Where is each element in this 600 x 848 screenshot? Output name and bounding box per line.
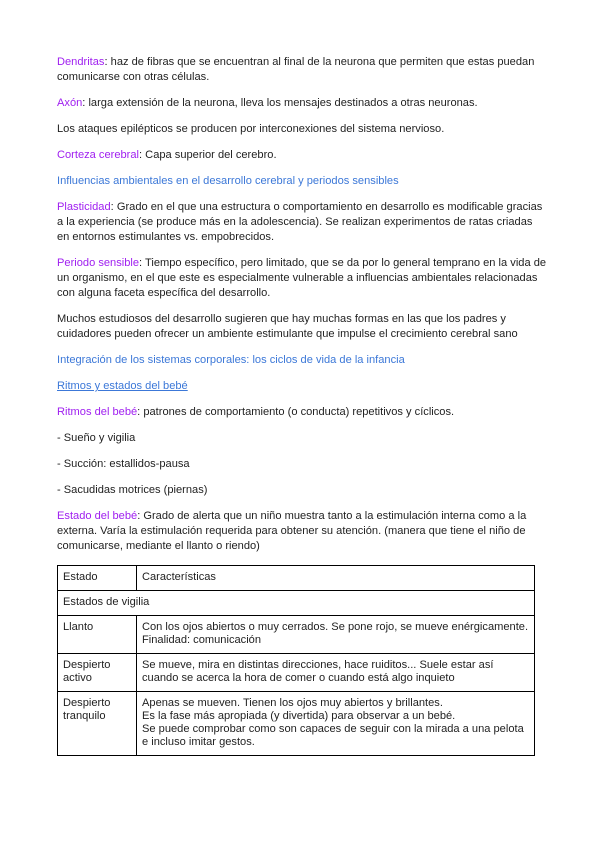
table-cell-characteristics <box>137 654 535 692</box>
term-plasticidad: Plasticidad <box>57 201 111 213</box>
definition-ritmos: : patrones de comportamiento (o conducta) repetitivos y cíclicos. <box>137 406 455 418</box>
link-ritmos-paragraph <box>57 379 547 394</box>
term-periodo: Periodo sensible <box>57 257 140 269</box>
definition-axon: : larga extensión de la neurona, lleva los mensajes destinados a otras neuronas. <box>82 97 478 109</box>
term-dendritas: Dendritas <box>57 56 105 68</box>
cell-line: Apenas se mueven. Tienen los ojos muy abiertos y brillantes. <box>142 697 443 709</box>
paragraph-axon <box>57 96 547 111</box>
term-axon: Axón <box>57 97 83 109</box>
cell-line: Se mueve, mira en distintas direcciones, hace ruiditos... Suele estar así cuando se acerca la hora de comer o cuando está algo inquieto <box>142 659 494 684</box>
term-ritmos: Ritmos del bebé <box>57 406 138 418</box>
definition-plasticidad: : Grado en el que una estructura o comportamiento en desarrollo es modificable gracias a la experiencia (se produce más en la adolescencia). Se realizan experimentos de ratas criadas en entornos estimulantes vs. empobrecidos. <box>57 201 543 243</box>
cell-line: Con los ojos abiertos o muy cerrados. Se pone rojo, se mueve enérgicamente. <box>142 621 529 633</box>
definition-dendritas: : haz de fibras que se encuentran al final de la neurona que permiten que estas puedan comunicarse con otras células. <box>57 56 535 83</box>
paragraph-estudiosos: Muchos estudiosos del desarrollo sugieren que hay muchas formas en las que los padres y cuidadores pueden ofrecer un ambiente estimulante que impulse el crecimiento cerebral sano <box>57 313 518 340</box>
paragraph-dendritas <box>57 55 547 85</box>
table-cell-state: Despierto activo <box>58 654 137 692</box>
table-header-row <box>58 566 535 591</box>
definition-corteza: : Capa superior del cerebro. <box>139 149 277 161</box>
table-header-cell: Estado <box>58 566 137 591</box>
table-cell-characteristics <box>137 692 535 756</box>
paragraph-plasticidad <box>57 200 547 245</box>
table-section-row <box>58 591 535 616</box>
table-row <box>58 654 535 692</box>
cell-line: Es la fase más apropiada (y divertida) para observar a un bebé. <box>142 710 456 722</box>
paragraph-ataques: Los ataques epilépticos se producen por interconexiones del sistema nervioso. <box>57 123 445 135</box>
heading-integracion: Integración de los sistemas corporales: los ciclos de vida de la infancia <box>57 354 405 366</box>
table-cell-state: Despierto tranquilo <box>58 692 137 756</box>
paragraph-ritmos <box>57 405 547 420</box>
table-header-cell: Características <box>137 566 535 591</box>
bullet-item: - Succión: estallidos-pausa <box>57 458 190 470</box>
definition-estado: : Grado de alerta que un niño muestra tanto a la estimulación interna como a la externa. Varía la estimulación requerida para obtener su atención. (manera que tiene el niño de comunicarse, mediante el llanto o riendo) <box>57 510 527 552</box>
bullet-item: - Sacudidas motrices (piernas) <box>57 484 208 496</box>
table-section-label: Estados de vigilia <box>58 591 535 616</box>
term-estado: Estado del bebé <box>57 510 138 522</box>
cell-line: Finalidad: comunicación <box>142 634 262 646</box>
table-row <box>58 616 535 654</box>
definition-periodo: : Tiempo específico, pero limitado, que se da por lo general temprano en la vida de un organismo, en el que este es especialmente vulnerable a influencias ambientales relacionadas con alguna faceta específica del desarrollo. <box>57 257 547 299</box>
table-row <box>58 692 535 756</box>
bullet-item: - Sueño y vigilia <box>57 432 136 444</box>
states-table <box>57 565 535 756</box>
link-ritmos-estados[interactable]: Ritmos y estados del bebé <box>57 380 188 392</box>
paragraph-estado <box>57 509 547 554</box>
heading-influencias: Influencias ambientales en el desarrollo cerebral y periodos sensibles <box>57 175 399 187</box>
table-cell-characteristics <box>137 616 535 654</box>
document-page <box>57 55 547 756</box>
cell-line: Se puede comprobar como son capaces de seguir con la mirada a una pelota e incluso imitar gestos. <box>142 723 524 748</box>
table-cell-state: Llanto <box>58 616 137 654</box>
paragraph-corteza <box>57 148 547 163</box>
paragraph-periodo <box>57 256 547 301</box>
term-corteza: Corteza cerebral <box>57 149 140 161</box>
